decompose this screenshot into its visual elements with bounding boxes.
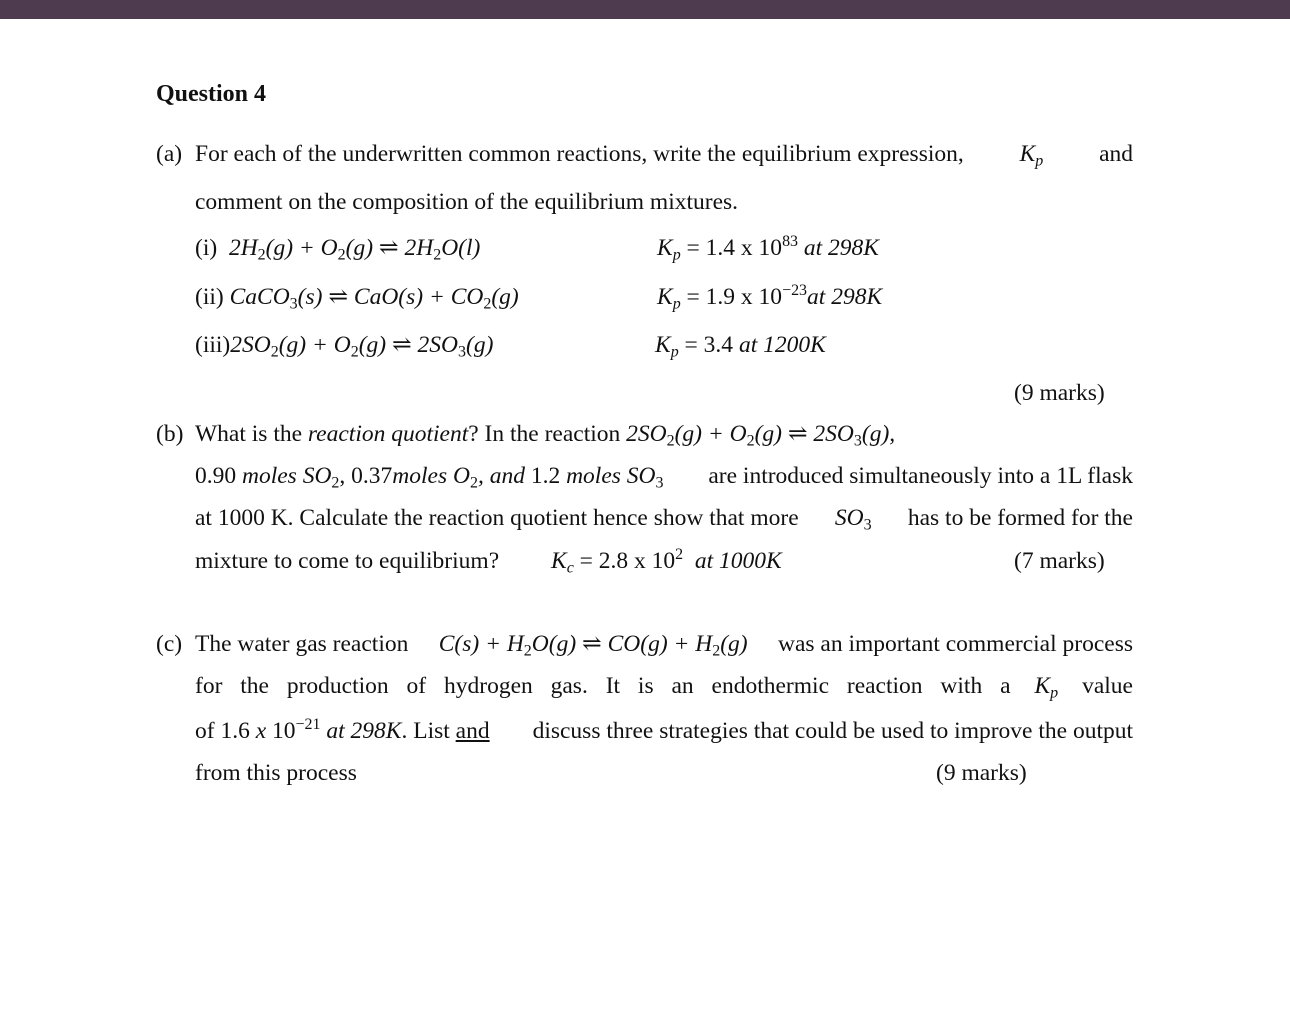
part-c-marks: (9 marks) — [936, 760, 1027, 786]
part-a-line-2: comment on the composition of the equilibrium mixtures. — [195, 189, 739, 215]
part-a-line-1-end: and — [1099, 141, 1133, 167]
part-a-marks: (9 marks) — [1014, 380, 1105, 406]
reaction-i-equation: (i) $2H_2(g) + O_2(g)$ ⇌ $2H_2O(l)$ — [195, 235, 481, 264]
part-c-line-1: The water gas reaction $C(s) + H_2O(g)$ ⇌ $CO(g) + H_2(g)$ was an important commercial process — [195, 631, 1133, 660]
part-b-line-1: What is the reaction quotient? In the reaction $2SO_2(g) + O_2(g)$ ⇌ $2SO_3(g)$, — [195, 421, 896, 450]
part-c-line-4: from this process — [195, 760, 357, 786]
part-b-line-4: mixture to come to equilibrium? — [195, 548, 500, 574]
top-bar — [0, 0, 1290, 19]
reaction-ii-kp: $K_p = 1.9$ x $10^{-23}at$ 298K — [657, 282, 883, 313]
part-b-line-3: at 1000 K. Calculate the reaction quotient hence show that more $SO_3$ has to be formed for the — [195, 505, 1133, 534]
reaction-ii-equation: (ii) CaCO$_3$(s) ⇌ $CaO(s) + CO_2(g)$ — [195, 284, 519, 313]
reaction-iii-equation: $(iii)2SO_2(g) + O_2(g)$ ⇌ $2SO_3(g)$ — [195, 332, 494, 361]
reaction-iii-kp: $K_p = 3.4$ at 1200K — [655, 332, 826, 361]
part-c-line-3: of 1.6 x $10^{-21}$ at 298K. List and discuss three strategies that could be used to improve the output — [195, 716, 1133, 744]
kp-symbol: $K_p$ — [1019, 141, 1044, 170]
part-b-label: (b) — [156, 421, 184, 447]
part-b-marks: (7 marks) — [1014, 548, 1105, 574]
part-b-line-2: 0.90 moles $SO_2$, 0.37moles $O_2$, and 1.2 moles $SO_3$ are introduced simultaneously into a 1L flask — [195, 463, 1133, 492]
reaction-i-kp: $K_p = 1.4$ x $10^{83}$ at 298K — [657, 233, 879, 264]
part-c-line-2: for the production of hydrogen gas. It is an endothermic reaction with a $K_p$ value — [195, 673, 1133, 702]
part-a-label: (a) — [156, 141, 183, 167]
question-title: Question 4 — [156, 81, 267, 107]
part-a-line-1-text: For each of the underwritten common reactions, write the equilibrium expression, — [195, 141, 964, 167]
part-c-label: (c) — [156, 631, 183, 657]
part-b-kc: $K_c = 2.8$ x $10^2$ at 1000K — [551, 546, 782, 577]
part-a-line-1 — [195, 140, 1133, 168]
